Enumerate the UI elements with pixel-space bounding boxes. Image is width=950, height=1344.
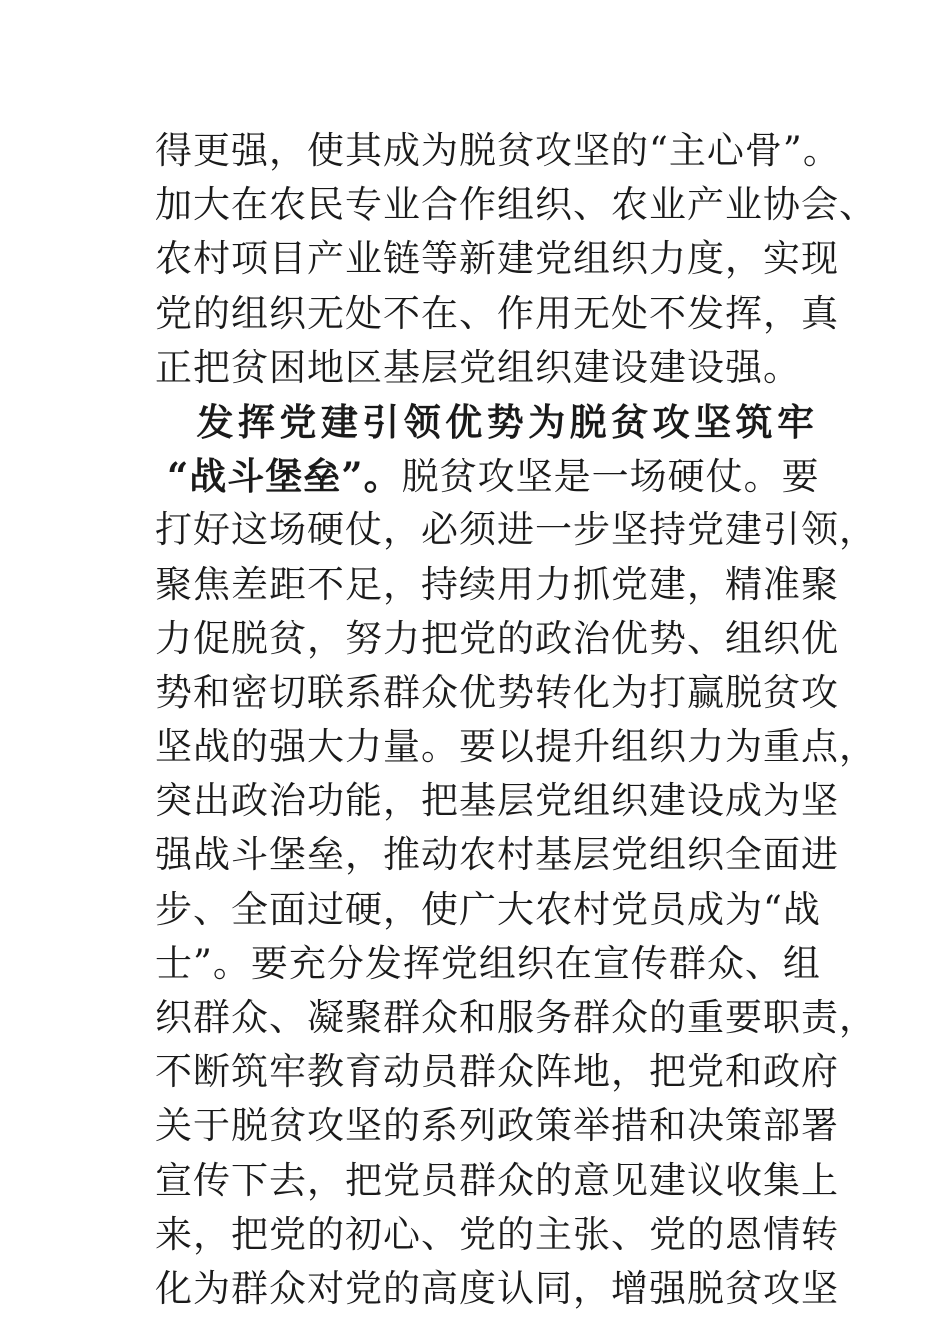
text-line: 化为群众对党的高度认同，增强脱贫攻坚: [155, 1266, 839, 1310]
section-heading-continuation: “战斗堡垒”。: [167, 454, 402, 499]
text-line: 强战斗堡垒，推动农村基层党组织全面进: [155, 833, 839, 877]
section-heading: [155, 395, 815, 449]
paragraph-start: 脱贫攻坚是一场硬仗。要: [401, 455, 820, 499]
body-text: [155, 124, 877, 1316]
text-line: 关于脱贫攻坚的系列政策举措和决策部署: [155, 1104, 839, 1148]
text-line: [155, 449, 820, 503]
text-line: 得更强，使其成为脱贫攻坚的“主心骨”。: [155, 129, 841, 172]
section-heading-text: 发挥党建引领优势为脱贫攻坚筑牢: [193, 399, 815, 444]
text-line: 宣传下去，把党员群众的意见建议收集上: [155, 1158, 839, 1202]
text-line: 织群众、凝聚群众和服务群众的重要职责，: [155, 996, 877, 1039]
text-line: 党的组织无处不在、作用无处不发挥，真: [155, 291, 839, 335]
text-line: 打好这场硬仗，必须进一步坚持党建引领，: [155, 508, 877, 552]
text-line: 势和密切联系群众优势转化为打赢脱贫攻: [155, 670, 839, 714]
text-line: 力促脱贫，努力把党的政治优势、组织优: [155, 616, 839, 660]
text-line: 士”。要充分发挥党组织在宣传群众、组: [155, 941, 821, 985]
text-line: 突出政治功能，把基层党组织建设成为坚: [155, 779, 839, 823]
text-line: 不断筑牢教育动员群众阵地，把党和政府: [155, 1050, 839, 1094]
text-line: 正把贫困地区基层党组织建设建设强。: [155, 345, 801, 389]
text-line: 加大在农民专业合作组织、农业产业协会、: [155, 183, 877, 227]
text-line: 聚焦差距不足，持续用力抓党建，精准聚: [155, 562, 839, 606]
text-line: 步、全面过硬，使广大农村党员成为“战: [155, 887, 821, 931]
text-line: 农村项目产业链等新建党组织力度，实现: [155, 237, 839, 281]
text-line: 来，把党的初心、党的主张、党的恩情转: [155, 1212, 839, 1256]
text-line: 坚战的强大力量。要以提升组织力为重点，: [155, 725, 877, 769]
